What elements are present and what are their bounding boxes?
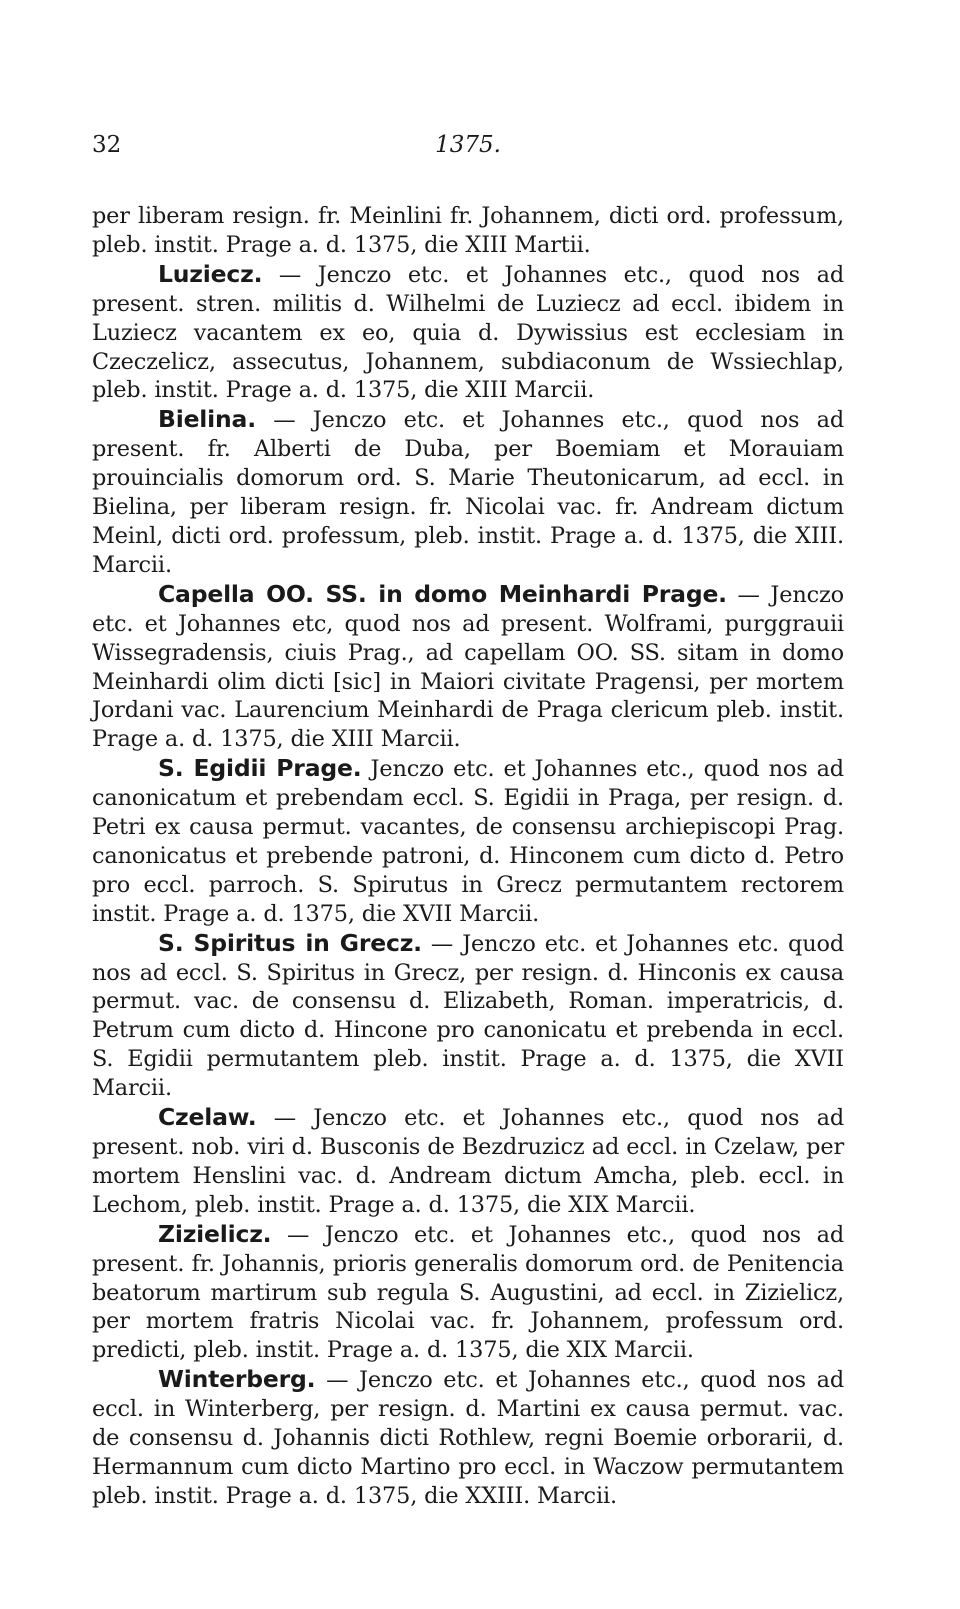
page-number: 32 [92,132,122,158]
entry-text: — Jenczo etc. et Johannes etc., quod nos ad present. stren. militis d. Wilhelmi de Luziecz ad eccl. ibidem in Luziecz vacantem ex eo, quia d. Dywissius est ecclesiam in Czeczelicz, assecutus, Johannem, subdiaconum de Wssiechlap, pleb. instit. Prage a. d. 1375, die XIII Marcii. [92,261,844,404]
entry-text: — Jenczo etc. et Johannes etc., quod nos ad present. fr. Alberti de Duba, per Boemiam et Morauiam prouincialis domorum ord. S. Marie Theutonicarum, ad eccl. in Bielina, per liberam resign. fr. Nicolai vac. fr. Andream dictum Meinl, dicti ord. professum, pleb. instit. Prage a. d. 1375, die XIII. Marcii. [92,407,844,578]
entry-heading: Capella OO. SS. in domo Meinhardi Prage. [158,579,727,608]
running-title-year: 1375. [435,132,501,158]
entry-zizielicz [92,1220,844,1366]
entry-heading: S. Spiritus in Grecz. [158,928,422,957]
entry-heading: Bielina. [158,405,256,434]
entry-heading: Luziecz. [158,259,263,288]
entry-continuation [92,202,844,260]
entry-text: — Jenczo etc. et Johannes etc., quod nos ad present. fr. Johannis, prioris generalis domorum ord. de Penitencia beatorum martirum sub regula S. Augustini, ad eccl. in Zizielicz, per mortem fratris Nicolai vac. fr. Johannem, professum ord. predicti, pleb. instit. Prage a. d. 1375, die XIX Marcii. [92,1221,844,1364]
entry-text: — Jenczo etc. et Johannes etc., quod nos ad present. nob. viri d. Busconis de Bezdruzicz ad eccl. in Czelaw, per mortem Henslini vac. d. Andream dictum Amcha, pleb. eccl. in Lechom, pleb. instit. Prage a. d. 1375, die XIX Marcii. [92,1105,844,1218]
entry-text: Jenczo etc. et Johannes etc., quod nos ad canonicatum et prebendam eccl. S. Egidii in Praga, per resign. d. Petri ex causa permut. vacantes, de consensu archiepiscopi Prag. canonicatus et prebende patroni, d. Hinconem cum dicto d. Petro pro eccl. parroch. S. Spirutus in Grecz permutantem rectorem instit. Prage a. d. 1375, die XVII Marcii. [92,756,844,927]
entry-bielina [92,405,844,579]
entry-text: — Jenczo etc. et Johannes etc. quod nos ad eccl. S. Spiritus in Grecz, per resign. d. Hinconis ex causa permut. vac. de consensu d. Elizabeth, Roman. imperatricis, d. Petrum cum dicto d. Hincone pro canonicatu et prebenda in eccl. S. Egidii permutantem pleb. instit. Prage a. d. 1375, die XVII Marcii. [92,930,845,1102]
entry-winterberg [92,1365,844,1511]
entry-heading: Zizielicz. [158,1219,272,1248]
entry-text: per liberam resign. fr. Meinlini fr. Johannem, dicti ord. professum, pleb. instit. Prage a. d. 1375, die XIII Martii. [92,203,844,258]
body-text [92,202,844,1511]
entry-heading: Czelaw. [158,1103,257,1132]
entry-capella [92,580,844,754]
entry-s-spiritus [92,929,844,1103]
entry-text: — Jenczo etc. et Johannes etc, quod nos ad present. Wolframi, purggrauii Wissegradensis, ciuis Prag., ad capellam OO. SS. sitam in domo Meinhardi olim dicti [sic] in Maiori civitate Pragensi, per mortem Jordani vac. Laurencium Meinhardi de Praga clericum pleb. instit. Prage a. d. 1375, die XIII Marcii. [92,581,844,753]
entry-heading: S. Egidii Prage. [158,754,362,783]
entry-text: — Jenczo etc. et Johannes etc., quod nos ad eccl. in Winterberg, per resign. d. Martini ex causa permut. vac. de consensu d. Johannis dicti Rothlew, regni Boemie orborarii, d. Hermannum cum dicto Martino pro eccl. in Waczow permutantem pleb. instit. Prage a. d. 1375, die XXIII. Marcii. [92,1367,844,1509]
entry-czelaw [92,1103,844,1220]
entry-luziecz [92,260,844,406]
entry-s-egidii [92,754,844,928]
entry-heading: Winterberg. [158,1365,316,1394]
